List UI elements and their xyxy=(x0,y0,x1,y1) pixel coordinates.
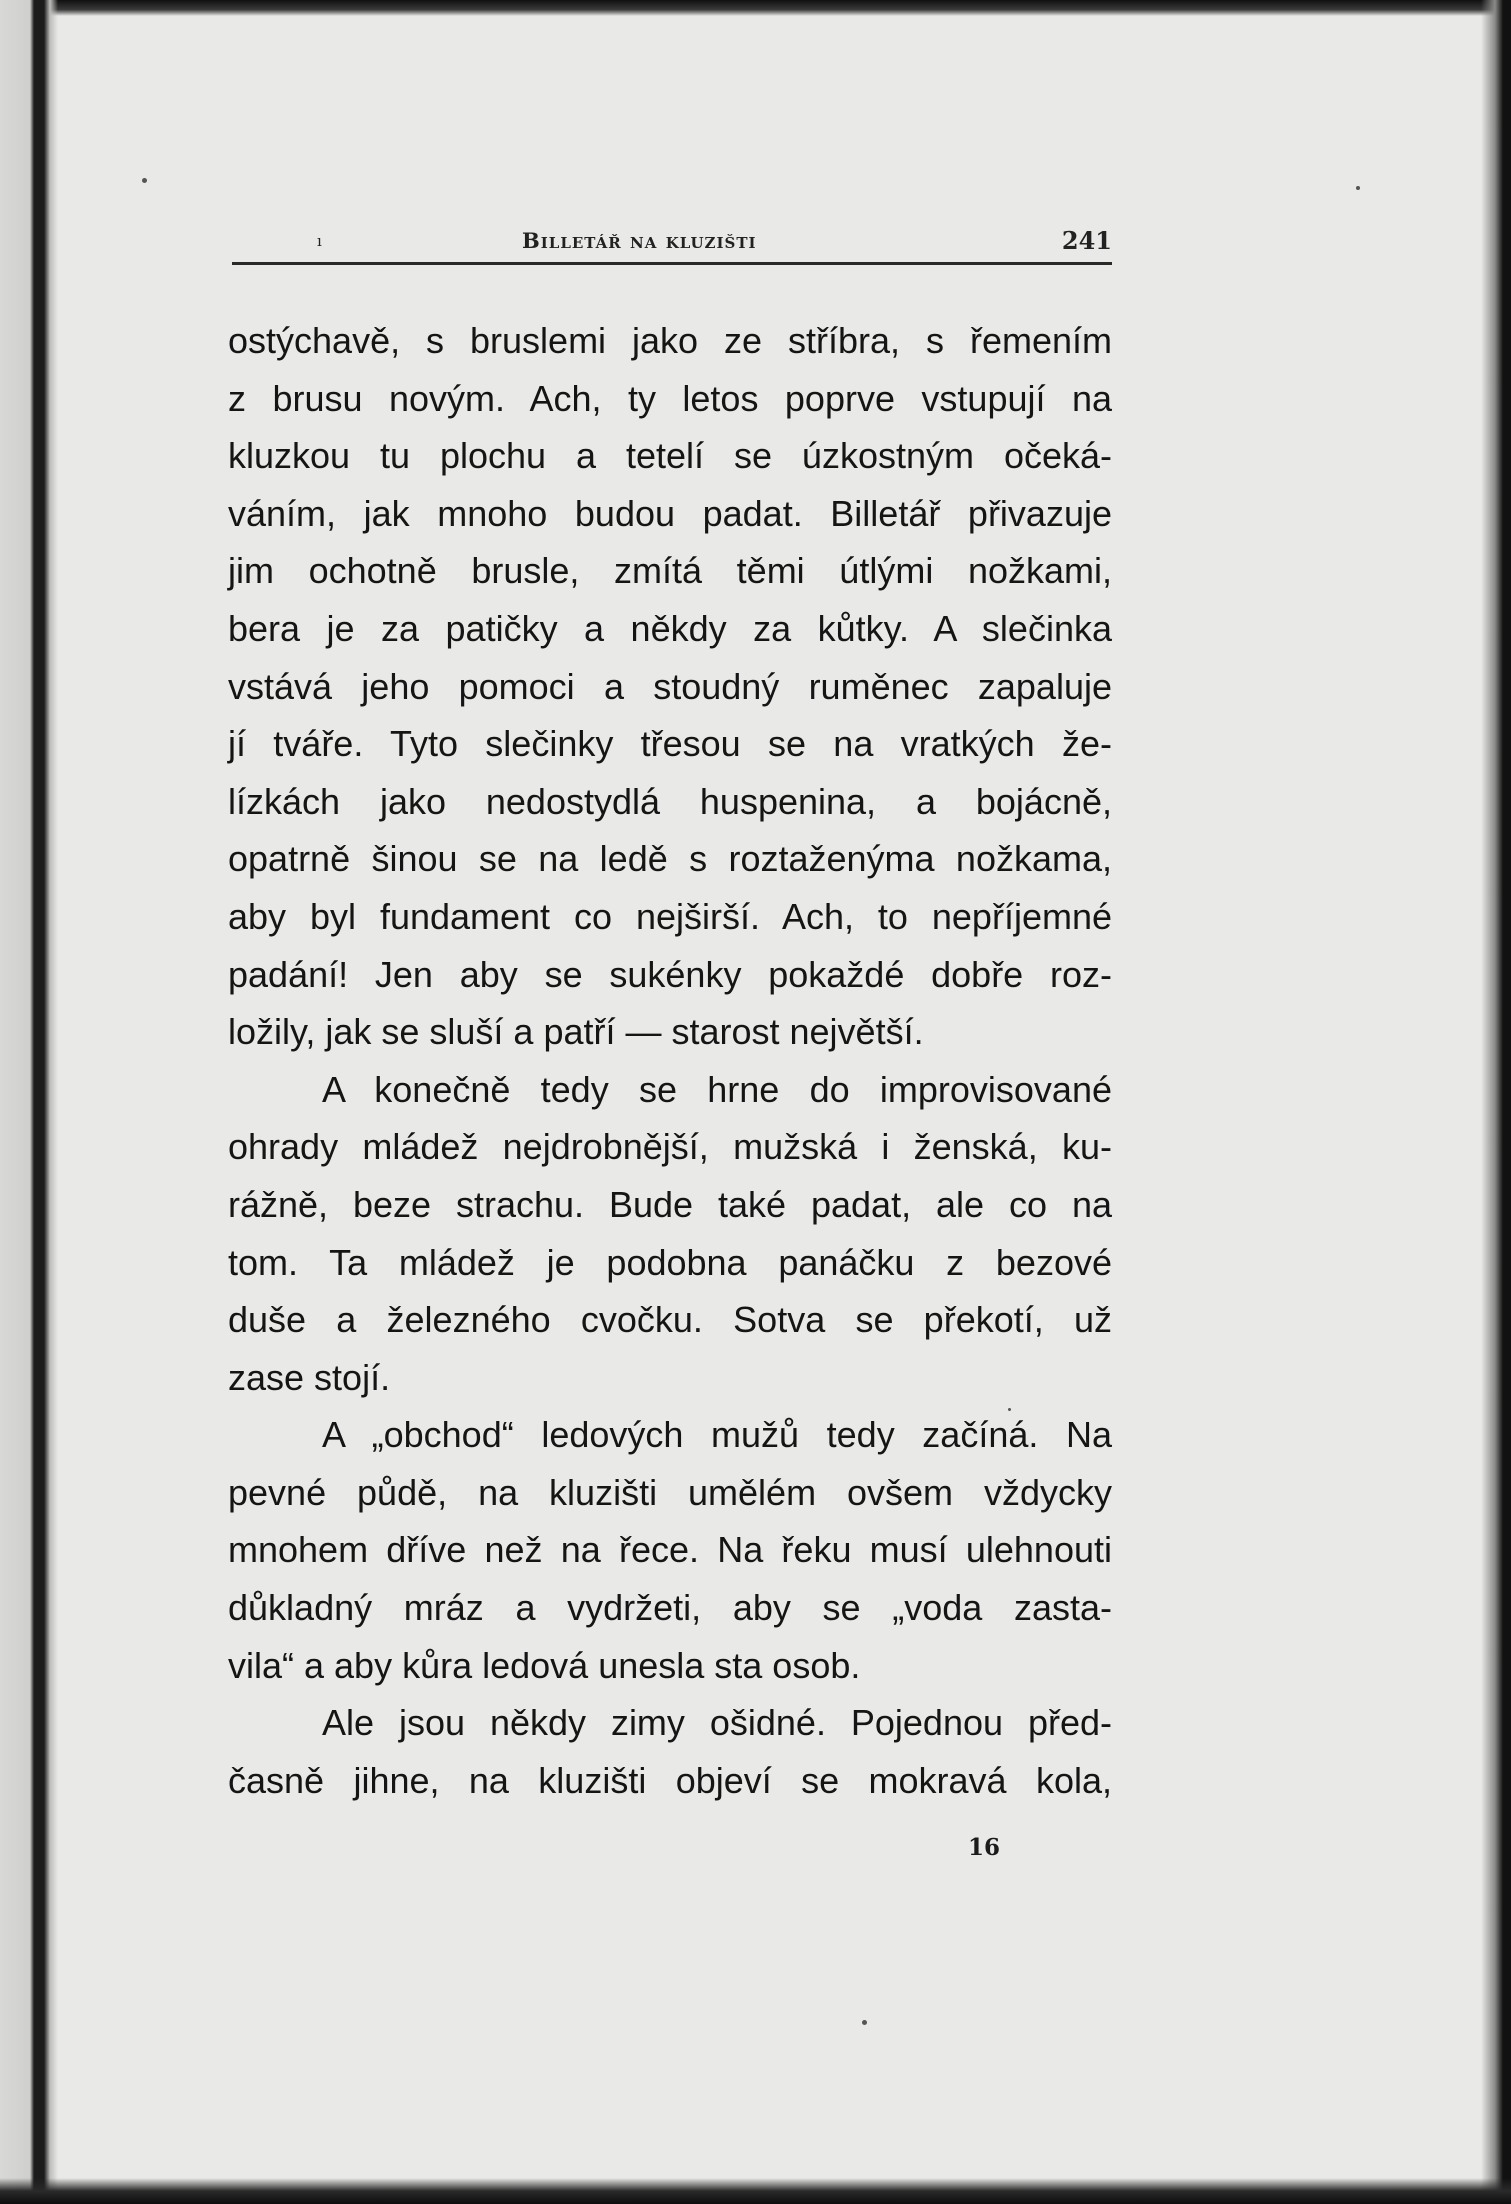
running-head-title: Billetář na kluzišti xyxy=(522,228,757,253)
body-text xyxy=(228,312,1112,1809)
text-line: zase stojí. xyxy=(228,1356,391,1398)
text-line: padání! Jen aby se sukénky pokaždé dobře roz- xyxy=(228,953,1112,995)
text-line: ostýchavě, s bruslemi jako ze stříbra, s řemením xyxy=(228,320,1112,361)
text-line: z brusu novým. Ach, ty letos poprve vstupují na xyxy=(228,377,1112,419)
header-rule xyxy=(232,262,1112,265)
scan-speck xyxy=(1356,186,1360,190)
page-number: 241 xyxy=(1061,226,1112,255)
text-line: opatrně šinou se na ledě s roztaženýma nožkama, xyxy=(228,838,1112,880)
scan-edge-top xyxy=(0,0,1511,16)
text-line: vstává jeho pomoci a stoudný ruměnec zapaluje xyxy=(228,665,1112,707)
text-line: aby byl fundament co nejširší. Ach, to nepříjemné xyxy=(228,895,1112,937)
scan-speck xyxy=(142,178,147,183)
text-line: rážně, beze strachu. Bude také padat, ale co na xyxy=(228,1183,1112,1225)
scan-edge-right xyxy=(1481,0,1511,2204)
text-line: pevné půdě, na kluzišti umělém ovšem vždycky xyxy=(228,1471,1112,1513)
signature-mark: 16 xyxy=(968,1834,1001,1861)
text-line: bera je za patičky a někdy za kůtky. A slečinka xyxy=(228,607,1112,649)
text-line: jí tváře. Tyto slečinky třesou se na vratkých že- xyxy=(228,723,1112,765)
text-line: lízkách jako nedostydlá huspenina, a bojácně, xyxy=(228,780,1112,822)
text-line: vila“ a aby kůra ledová unesla sta osob. xyxy=(228,1644,861,1686)
scan-speck xyxy=(862,2020,867,2025)
text-line: váním, jak mnoho budou padat. Billetář přivazuje xyxy=(228,492,1112,534)
scan-edge-left xyxy=(0,0,58,2204)
text-line: kluzkou tu plochu a tetelí se úzkostným očeká- xyxy=(228,435,1112,477)
running-head-mark: ı xyxy=(317,232,322,250)
running-head xyxy=(232,226,1112,260)
text-line: mnohem dříve než na řece. Na řeku musí ulehnouti xyxy=(228,1529,1112,1571)
scan-edge-bottom xyxy=(0,2178,1511,2204)
text-line: Ale jsou někdy zimy ošidné. Pojednou před- xyxy=(322,1702,1112,1744)
text-line: A konečně tedy se hrne do improvisované xyxy=(322,1068,1112,1110)
text-line: A „obchod“ ledových mužů tedy začíná. Na xyxy=(322,1414,1112,1456)
text-line: duše a železného cvočku. Sotva se překotí, už xyxy=(228,1299,1112,1341)
text-line: tom. Ta mládež je podobna panáčku z bezové xyxy=(228,1241,1112,1283)
text-line: ohrady mládež nejdrobnější, mužská i ženská, ku- xyxy=(228,1126,1112,1168)
text-line: jim ochotně brusle, zmítá těmi útlými nožkami, xyxy=(228,550,1112,592)
text-line: ložily, jak se sluší a patří — starost největší. xyxy=(228,1011,924,1053)
text-line: časně jihne, na kluzišti objeví se mokravá kola, xyxy=(228,1759,1112,1801)
text-line: důkladný mráz a vydržeti, aby se „voda zasta- xyxy=(228,1587,1112,1629)
